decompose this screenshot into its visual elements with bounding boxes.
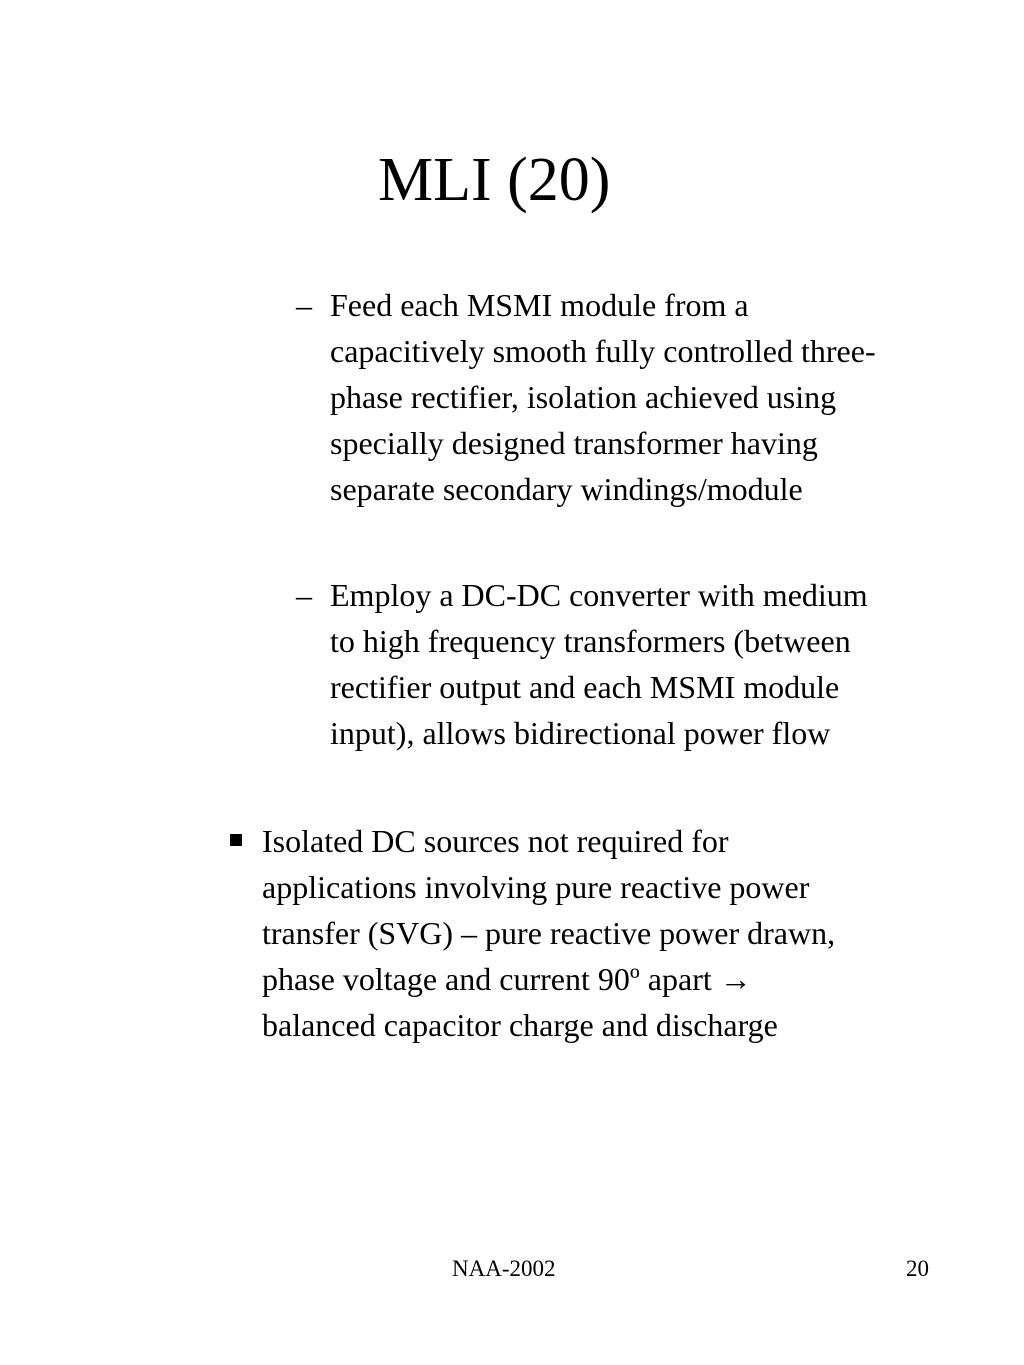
page-number: 20 — [906, 1256, 929, 1281]
text-line: specially designed transformer having — [330, 425, 818, 461]
text-line: phase voltage and current 90º apart → — [262, 961, 752, 997]
bullet-item-isolated-dc — [262, 818, 1002, 1048]
text-line: phase rectifier, isolation achieved using — [330, 379, 837, 415]
text-line: to high frequency transformers (between — [330, 623, 851, 659]
text-line: separate secondary windings/module — [330, 471, 803, 507]
sub-item-feed-msmi — [296, 282, 990, 512]
square-bullet-icon — [230, 834, 242, 846]
slide-title: MLI (20) — [378, 146, 611, 214]
text-line: applications involving pure reactive power — [262, 869, 810, 905]
text-line: rectifier output and each MSMI module — [330, 669, 840, 705]
text-line: input), allows bidirectional power flow — [330, 715, 831, 751]
text-line: balanced capacitor charge and discharge — [262, 1007, 778, 1043]
text-line: Isolated DC sources not required for — [262, 823, 729, 859]
text-line: Feed each MSMI module from a — [330, 287, 749, 323]
dash-marker: – — [296, 577, 312, 613]
text-line: Employ a DC-DC converter with medium — [330, 577, 868, 613]
text-line: transfer (SVG) – pure reactive power drawn, — [262, 915, 836, 951]
sub-item-dc-dc-converter — [296, 572, 990, 756]
text-line: capacitively smooth fully controlled three- — [330, 333, 876, 369]
footer-label: NAA-2002 — [452, 1256, 556, 1281]
dash-marker: – — [296, 287, 312, 323]
